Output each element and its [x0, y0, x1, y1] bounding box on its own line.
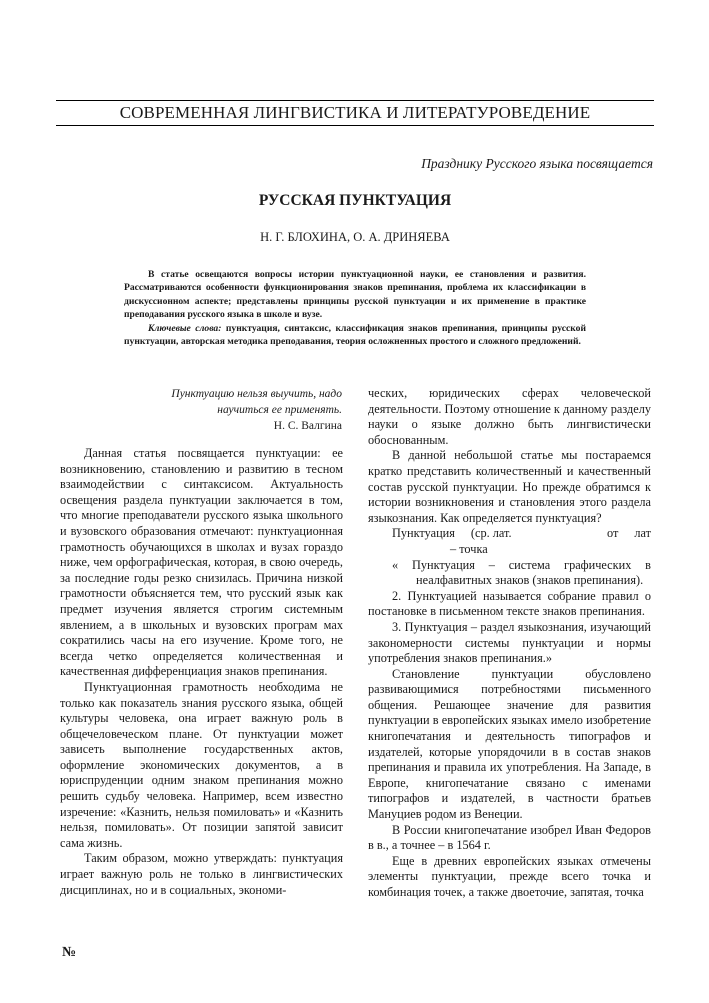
- left-paragraph-3: Таким образом, можно утверждать: пунктуация играет важную роль не только в лингвистических дисциплинах, но и в социальных, экономи-: [60, 851, 343, 897]
- right-paragraph-0: ческих, юридических сферах человеческой деятельности. Поэтому отношение к данному разделу науки о языке должно быть лингвистически обоснованным.: [368, 386, 651, 447]
- article-title: РУССКАЯ ПУНКТУАЦИЯ: [258, 192, 452, 209]
- right-paragraph-3: В России книгопечатание изобрел Иван Федоров в в., а точнее – в 1564 г.: [368, 822, 651, 853]
- epigraph: [60, 386, 342, 434]
- right-paragraph-2: Становление пунктуации обусловлено развивающимися потребностями письменного общения. Решающее значение для развития пунктуации в европейских языках имело изобретение книгопечатания и деятельность типографов и издателей, которые упорядочили в в состав знаков препинания и правила их употребления. На Западе, в Европе, книгопечатание связано с именами типографов и издателей, в частности братьев Мануциев родом из Венеции.: [368, 666, 651, 822]
- abstract: [124, 268, 586, 348]
- dedication: Празднику Русского языка посвящается: [421, 156, 653, 171]
- epigraph-line-2: научиться ее применять.: [217, 404, 342, 416]
- definition-lat: лат: [634, 526, 651, 541]
- right-column: [368, 386, 651, 901]
- epigraph-line-1: Пунктуацию нельзя выучить, надо: [171, 388, 342, 400]
- keywords-text: пунктуация, синтаксис, классификация знаков препинания, принципы русской пунктуации, авторская методика преподавания, теория осложненных простого и сложного предложений.: [124, 322, 586, 348]
- right-paragraph-4: Еще в древних европейских языках отмечены элементы пунктуации, прежде всего точка и комбинация точек, а также двоеточие, запятая, точка: [368, 853, 651, 899]
- article-authors: Н. Г. БЛОХИНА, О. А. ДРИНЯЕВА: [260, 230, 450, 244]
- definition-ref: (ср. лат.: [470, 526, 512, 541]
- definition-term: Пунктуация: [392, 526, 455, 541]
- header-rule-bottom: [56, 125, 654, 126]
- keywords-label: Ключевые слова:: [148, 322, 222, 334]
- left-column: [60, 446, 343, 898]
- definition-2: 2. Пунктуацией называется собрание правил о постановке в письменном тексте знаков препинания.: [368, 588, 651, 619]
- abstract-text: В статье освещаются вопросы истории пунктуационной науки, ее становления и развития. Рассматриваются особенности функционирования знаков препинания, проблема их классификации в дискуссионном аспекте; представлены принципы русской пунктуации и их применение в практике преподавания русского языка в школе и вузе.: [124, 269, 586, 321]
- definition-ot: от: [606, 526, 619, 541]
- left-paragraph-1: Данная статья посвящается пунктуации: ее возникновению, становлению и развитию в тесном взаимодействии с синтаксисом. Актуальность освещения раздела пунктуации заключается в том, что многие преподаватели русского языка школьного и вузовского образования отмечают: пунктуационная грамотность обучающихся в школах и вузах гораздо ниже, чем орфографическая, которая, в свою очередь, за последние годы резко снизилась. Причина низкой грамотности объясняется тем, что русский язык как предмет изучения является строгим системным явлением, а в школьных и вузовских програм мах сократились часы на его изучение. Кроме того, не всегда четко определяется количественная и качественная дифференциация знаков препинания.: [60, 446, 343, 679]
- section-title: СОВРЕМЕННАЯ ЛИНГВИСТИКА И ЛИТЕРАТУРОВЕДЕНИЕ: [119, 103, 591, 122]
- right-paragraph-1: В данной небольшой статье мы постараемся кратко представить количественный и качественный состав русской пунктуации. Но прежде обратимся к истории возникновения и становления этого раздела языкознания. Как определяется пунктуация?: [368, 448, 651, 525]
- keywords-paragraph: [124, 322, 586, 349]
- definition-tochka: – точка: [450, 541, 488, 556]
- header-rule-top: [56, 100, 654, 101]
- epigraph-author: Н. С. Валгина: [273, 420, 342, 432]
- definition-1: « Пунктуация – система графических в неалфавитных знаков (знаков препинания).: [392, 557, 651, 588]
- definition-3: 3. Пунктуация – раздел языкознания, изучающий закономерности системы пунктуации и нормы употребления знаков препинания.»: [368, 619, 651, 666]
- issue-number-mark: №: [62, 945, 77, 960]
- definition-line: [368, 526, 651, 542]
- left-paragraph-2: Пунктуационная грамотность необходима не только как показатель знания русского языка, общей культуры человека, она играет важную роль в общечеловеческом плане. От пунктуации может зависеть выполнение государственных актов, оформление экономических документов, а в юриспруденции одним знаком препинания можно решить судьбу человека. Например, всем известно изречение: «Казнить, нельзя помиловать» и «Казнить нельзя, помиловать». От позиции запятой зависит сама жизнь.: [60, 679, 343, 850]
